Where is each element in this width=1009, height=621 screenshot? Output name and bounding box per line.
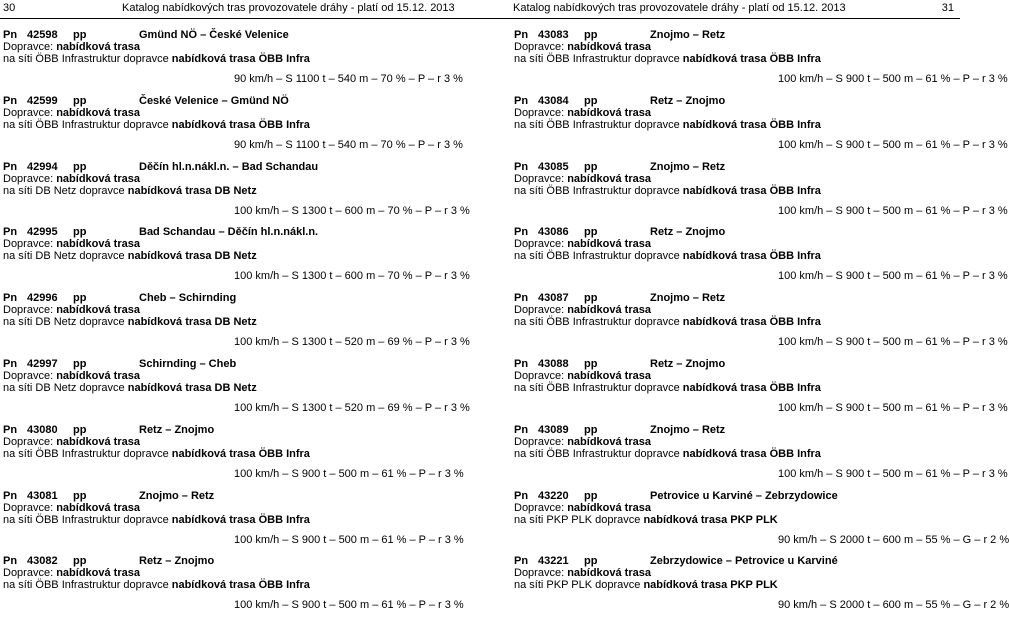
carrier-value: nabídková trasa bbox=[56, 501, 140, 514]
train-number: 42995 bbox=[27, 226, 58, 239]
network-value: nabídková trasa ÖBB Infra bbox=[171, 53, 310, 65]
train-number: 43085 bbox=[538, 160, 569, 173]
train-entry bbox=[3, 29, 483, 95]
carrier-value: nabídková trasa bbox=[567, 501, 651, 514]
train-category: Pn bbox=[514, 555, 529, 568]
train-specs: 90 km/h – S 1100 t – 540 m – 70 % – P – r 3 % bbox=[234, 73, 463, 85]
carrier-label: Dopravce: bbox=[514, 567, 568, 580]
carrier-line bbox=[3, 304, 140, 316]
network-prefix: na síti ÖBB Infrastruktur dopravce bbox=[514, 382, 683, 394]
train-entry bbox=[514, 226, 1008, 292]
network-prefix: na síti ÖBB Infrastruktur dopravce bbox=[3, 579, 172, 592]
train-category: Pn bbox=[514, 226, 529, 239]
train-entry bbox=[3, 292, 483, 358]
train-entry bbox=[514, 94, 1008, 161]
train-category: Pn bbox=[3, 555, 18, 568]
carrier-value: nabídková trasa bbox=[567, 567, 651, 580]
carrier-value: nabídková trasa bbox=[56, 41, 140, 53]
carrier-line bbox=[3, 107, 140, 119]
carrier-label: Dopravce: bbox=[514, 304, 568, 317]
train-number: 42598 bbox=[27, 29, 58, 41]
network-line bbox=[3, 119, 310, 131]
carrier-value: nabídková trasa bbox=[56, 370, 140, 382]
train-route: Znojmo – Retz bbox=[650, 29, 726, 41]
train-specs: 90 km/h – S 1100 t – 540 m – 70 % – P – r 3 % bbox=[234, 138, 463, 151]
train-entry bbox=[3, 424, 483, 490]
network-prefix: na síti DB Netz dopravce bbox=[3, 316, 128, 329]
train-specs: 100 km/h – S 1300 t – 520 m – 69 % – P – r 3 % bbox=[234, 336, 470, 349]
train-entry bbox=[514, 160, 1008, 227]
train-type: pp bbox=[584, 226, 598, 239]
train-category: Pn bbox=[514, 292, 529, 305]
train-number: 43081 bbox=[27, 489, 58, 502]
carrier-value: nabídková trasa bbox=[567, 41, 651, 53]
carrier-label: Dopravce: bbox=[514, 435, 568, 448]
train-category: Pn bbox=[514, 94, 529, 107]
train-number: 42997 bbox=[27, 358, 58, 370]
network-value: nabídková trasa ÖBB Infra bbox=[171, 447, 310, 460]
train-category: Pn bbox=[3, 94, 18, 107]
train-entry bbox=[3, 226, 483, 292]
carrier-value: nabídková trasa bbox=[567, 238, 651, 251]
train-number: 43220 bbox=[538, 489, 569, 502]
train-number: 43087 bbox=[538, 292, 569, 305]
train-category: Pn bbox=[3, 423, 18, 436]
train-route: Retz – Znojmo bbox=[139, 555, 215, 568]
train-type: pp bbox=[584, 292, 598, 305]
train-category: Pn bbox=[514, 160, 529, 173]
train-type: pp bbox=[73, 160, 87, 173]
train-entry bbox=[514, 292, 1008, 358]
train-specs: 90 km/h – S 2000 t – 600 m – 55 % – G – r 2 % bbox=[778, 599, 1009, 612]
train-entry bbox=[514, 358, 1008, 424]
train-type: pp bbox=[584, 423, 598, 436]
carrier-line bbox=[514, 173, 651, 185]
network-prefix: na síti DB Netz dopravce bbox=[3, 250, 128, 263]
train-category: Pn bbox=[3, 29, 18, 41]
carrier-value: nabídková trasa bbox=[56, 172, 140, 185]
train-route: Gmünd NÖ – České Velenice bbox=[139, 29, 289, 41]
train-type: pp bbox=[584, 160, 598, 173]
network-value: nabídková trasa PKP PLK bbox=[643, 513, 778, 526]
train-category: Pn bbox=[3, 226, 18, 239]
network-value: nabídková trasa ÖBB Infra bbox=[682, 316, 821, 329]
carrier-value: nabídková trasa bbox=[567, 370, 651, 382]
network-line bbox=[3, 185, 257, 197]
train-route: Děčín hl.n.nákl.n. – Bad Schandau bbox=[139, 160, 319, 173]
network-line bbox=[514, 316, 821, 328]
train-number: 43083 bbox=[538, 29, 569, 41]
network-prefix: na síti ÖBB Infrastruktur dopravce bbox=[514, 53, 683, 65]
carrier-value: nabídková trasa bbox=[567, 304, 651, 317]
carrier-line bbox=[3, 41, 140, 53]
train-number: 43080 bbox=[27, 423, 58, 436]
right-page-number: 31 bbox=[941, 2, 954, 14]
network-prefix: na síti ÖBB Infrastruktur dopravce bbox=[514, 316, 683, 329]
train-number: 43084 bbox=[538, 94, 569, 107]
carrier-line bbox=[514, 370, 651, 382]
train-type: pp bbox=[584, 94, 598, 107]
train-type: pp bbox=[584, 489, 598, 502]
train-specs: 100 km/h – S 1300 t – 520 m – 69 % – P – r 3 % bbox=[234, 402, 470, 414]
carrier-label: Dopravce: bbox=[3, 41, 57, 53]
train-entry bbox=[514, 29, 1008, 95]
train-entry bbox=[514, 555, 1009, 621]
network-line bbox=[3, 382, 257, 394]
train-route: Bad Schandau – Děčín hl.n.nákl.n. bbox=[139, 226, 319, 239]
train-route: Retz – Znojmo bbox=[139, 423, 215, 436]
network-line bbox=[3, 514, 310, 526]
train-type: pp bbox=[73, 555, 87, 568]
network-line bbox=[3, 316, 257, 328]
carrier-label: Dopravce: bbox=[3, 501, 57, 514]
train-specs: 90 km/h – S 2000 t – 600 m – 55 % – G – r 2 % bbox=[778, 533, 1009, 546]
left-page-number: 30 bbox=[3, 2, 16, 14]
right-page-column bbox=[480, 0, 1009, 612]
carrier-label: Dopravce: bbox=[3, 304, 57, 317]
carrier-line bbox=[514, 304, 651, 316]
train-route: Znojmo – Retz bbox=[139, 489, 215, 502]
network-value: nabídková trasa ÖBB Infra bbox=[171, 579, 310, 592]
train-specs: 100 km/h – S 900 t – 500 m – 61 % – P – r 3 % bbox=[778, 204, 1008, 217]
network-value: nabídková trasa ÖBB Infra bbox=[682, 250, 821, 263]
train-specs: 100 km/h – S 900 t – 500 m – 61 % – P – r 3 % bbox=[778, 402, 1008, 414]
train-type: pp bbox=[73, 423, 87, 436]
carrier-value: nabídková trasa bbox=[56, 106, 140, 119]
carrier-label: Dopravce: bbox=[514, 370, 568, 382]
network-prefix: na síti DB Netz dopravce bbox=[3, 184, 128, 197]
carrier-value: nabídková trasa bbox=[56, 567, 140, 580]
train-type: pp bbox=[73, 94, 87, 107]
carrier-value: nabídková trasa bbox=[56, 435, 140, 448]
carrier-line bbox=[3, 567, 140, 579]
carrier-value: nabídková trasa bbox=[567, 435, 651, 448]
train-route: Retz – Znojmo bbox=[650, 94, 726, 107]
carrier-line bbox=[3, 370, 140, 382]
train-number: 42994 bbox=[27, 160, 58, 173]
train-entry bbox=[3, 358, 483, 424]
network-value: nabídková trasa DB Netz bbox=[127, 316, 257, 329]
train-route: Petrovice u Karviné – Zebrzydowice bbox=[650, 489, 838, 502]
train-route: Znojmo – Retz bbox=[650, 292, 726, 305]
train-category: Pn bbox=[3, 489, 18, 502]
train-number: 42599 bbox=[27, 94, 58, 107]
train-specs: 100 km/h – S 1300 t – 600 m – 70 % – P – r 3 % bbox=[234, 270, 470, 283]
network-value: nabídková trasa ÖBB Infra bbox=[171, 118, 310, 131]
network-line bbox=[514, 579, 778, 591]
network-value: nabídková trasa DB Netz bbox=[127, 250, 257, 263]
train-route: Znojmo – Retz bbox=[650, 160, 726, 173]
carrier-value: nabídková trasa bbox=[56, 238, 140, 251]
network-line bbox=[3, 250, 257, 262]
train-entry bbox=[3, 555, 483, 621]
network-line bbox=[514, 250, 821, 262]
train-entry bbox=[3, 490, 483, 556]
network-value: nabídková trasa PKP PLK bbox=[643, 579, 778, 592]
train-entry bbox=[3, 161, 483, 227]
network-value: nabídková trasa ÖBB Infra bbox=[682, 118, 821, 131]
carrier-line bbox=[3, 436, 140, 448]
train-route: Znojmo – Retz bbox=[650, 423, 726, 436]
network-value: nabídková trasa ÖBB Infra bbox=[171, 513, 310, 526]
carrier-line bbox=[514, 436, 651, 448]
network-prefix: na síti DB Netz dopravce bbox=[3, 382, 128, 394]
train-specs: 100 km/h – S 900 t – 500 m – 61 % – P – r 3 % bbox=[778, 73, 1008, 85]
network-prefix: na síti ÖBB Infrastruktur dopravce bbox=[3, 118, 172, 131]
train-entry bbox=[514, 489, 1009, 556]
carrier-label: Dopravce: bbox=[3, 238, 57, 251]
train-route: Zebrzydowice – Petrovice u Karviné bbox=[650, 555, 838, 568]
carrier-label: Dopravce: bbox=[3, 370, 57, 382]
network-prefix: na síti ÖBB Infrastruktur dopravce bbox=[514, 447, 683, 460]
carrier-value: nabídková trasa bbox=[567, 172, 651, 185]
network-prefix: na síti ÖBB Infrastruktur dopravce bbox=[3, 53, 172, 65]
network-line bbox=[514, 514, 778, 526]
carrier-line bbox=[514, 502, 651, 514]
train-route: Schirnding – Cheb bbox=[139, 358, 237, 370]
train-specs: 100 km/h – S 900 t – 500 m – 61 % – P – r 3 % bbox=[778, 336, 1008, 349]
network-value: nabídková trasa ÖBB Infra bbox=[682, 447, 821, 460]
train-number: 43082 bbox=[27, 555, 58, 568]
carrier-line bbox=[514, 567, 651, 579]
carrier-line bbox=[514, 238, 651, 250]
train-category: Pn bbox=[3, 160, 18, 173]
train-number: 42996 bbox=[27, 292, 58, 305]
train-specs: 100 km/h – S 900 t – 500 m – 61 % – P – r 3 % bbox=[778, 138, 1008, 151]
carrier-label: Dopravce: bbox=[514, 41, 568, 53]
network-prefix: na síti ÖBB Infrastruktur dopravce bbox=[514, 184, 683, 197]
carrier-line bbox=[514, 107, 651, 119]
network-prefix: na síti ÖBB Infrastruktur dopravce bbox=[3, 447, 172, 460]
carrier-label: Dopravce: bbox=[514, 238, 568, 251]
train-number: 43086 bbox=[538, 226, 569, 239]
network-line bbox=[3, 579, 310, 591]
train-route: Retz – Znojmo bbox=[650, 358, 726, 370]
network-line bbox=[514, 382, 821, 394]
network-line bbox=[3, 448, 310, 460]
carrier-label: Dopravce: bbox=[3, 106, 57, 119]
network-line bbox=[514, 119, 821, 131]
train-type: pp bbox=[584, 29, 598, 41]
carrier-line bbox=[3, 173, 140, 185]
network-value: nabídková trasa ÖBB Infra bbox=[682, 184, 821, 197]
train-entry bbox=[514, 423, 1008, 490]
carrier-label: Dopravce: bbox=[514, 172, 568, 185]
network-value: nabídková trasa DB Netz bbox=[127, 184, 257, 197]
train-category: Pn bbox=[514, 29, 529, 41]
network-prefix: na síti PKP PLK dopravce bbox=[514, 513, 644, 526]
carrier-label: Dopravce: bbox=[514, 106, 568, 119]
train-type: pp bbox=[73, 29, 87, 41]
left-page-title: Katalog nabídkových tras provozovatele dráhy - platí od 15.12. 2013 bbox=[122, 2, 455, 14]
right-page-title: Katalog nabídkových tras provozovatele dráhy - platí od 15.12. 2013 bbox=[513, 2, 846, 14]
train-route: Cheb – Schirnding bbox=[139, 292, 237, 305]
network-prefix: na síti ÖBB Infrastruktur dopravce bbox=[3, 513, 172, 526]
network-prefix: na síti ÖBB Infrastruktur dopravce bbox=[514, 118, 683, 131]
train-category: Pn bbox=[514, 358, 529, 370]
carrier-line bbox=[514, 41, 651, 53]
train-number: 43089 bbox=[538, 423, 569, 436]
train-specs: 100 km/h – S 900 t – 500 m – 61 % – P – r 3 % bbox=[234, 599, 464, 612]
carrier-value: nabídková trasa bbox=[567, 106, 651, 119]
train-specs: 100 km/h – S 900 t – 500 m – 61 % – P – r 3 % bbox=[234, 533, 464, 546]
train-entry bbox=[3, 95, 483, 161]
train-number: 43221 bbox=[538, 555, 569, 568]
carrier-label: Dopravce: bbox=[514, 501, 568, 514]
network-value: nabídková trasa ÖBB Infra bbox=[682, 382, 821, 394]
left-page-column bbox=[0, 0, 480, 612]
network-prefix: na síti PKP PLK dopravce bbox=[514, 579, 644, 592]
carrier-value: nabídková trasa bbox=[56, 304, 140, 317]
train-type: pp bbox=[73, 358, 87, 370]
train-specs: 100 km/h – S 900 t – 500 m – 61 % – P – r 3 % bbox=[234, 467, 464, 480]
train-category: Pn bbox=[3, 358, 18, 370]
train-type: pp bbox=[584, 358, 598, 370]
network-line bbox=[3, 53, 310, 65]
carrier-label: Dopravce: bbox=[3, 567, 57, 580]
carrier-label: Dopravce: bbox=[3, 172, 57, 185]
train-route: České Velenice – Gmünd NÖ bbox=[139, 94, 289, 107]
carrier-line bbox=[3, 238, 140, 250]
train-number: 43088 bbox=[538, 358, 569, 370]
network-line bbox=[514, 185, 821, 197]
train-type: pp bbox=[73, 292, 87, 305]
network-line bbox=[514, 448, 821, 460]
train-specs: 100 km/h – S 900 t – 500 m – 61 % – P – r 3 % bbox=[778, 467, 1008, 480]
network-value: nabídková trasa ÖBB Infra bbox=[682, 53, 821, 65]
network-line bbox=[514, 53, 821, 65]
train-route: Retz – Znojmo bbox=[650, 226, 726, 239]
carrier-line bbox=[3, 502, 140, 514]
carrier-label: Dopravce: bbox=[3, 435, 57, 448]
train-specs: 100 km/h – S 900 t – 500 m – 61 % – P – r 3 % bbox=[778, 270, 1008, 283]
train-category: Pn bbox=[514, 423, 529, 436]
network-prefix: na síti ÖBB Infrastruktur dopravce bbox=[514, 250, 683, 263]
train-type: pp bbox=[73, 489, 87, 502]
train-category: Pn bbox=[514, 489, 529, 502]
network-value: nabídková trasa DB Netz bbox=[127, 382, 257, 394]
train-specs: 100 km/h – S 1300 t – 600 m – 70 % – P – r 3 % bbox=[234, 204, 470, 217]
train-type: pp bbox=[584, 555, 598, 568]
train-type: pp bbox=[73, 226, 87, 239]
train-category: Pn bbox=[3, 292, 18, 305]
